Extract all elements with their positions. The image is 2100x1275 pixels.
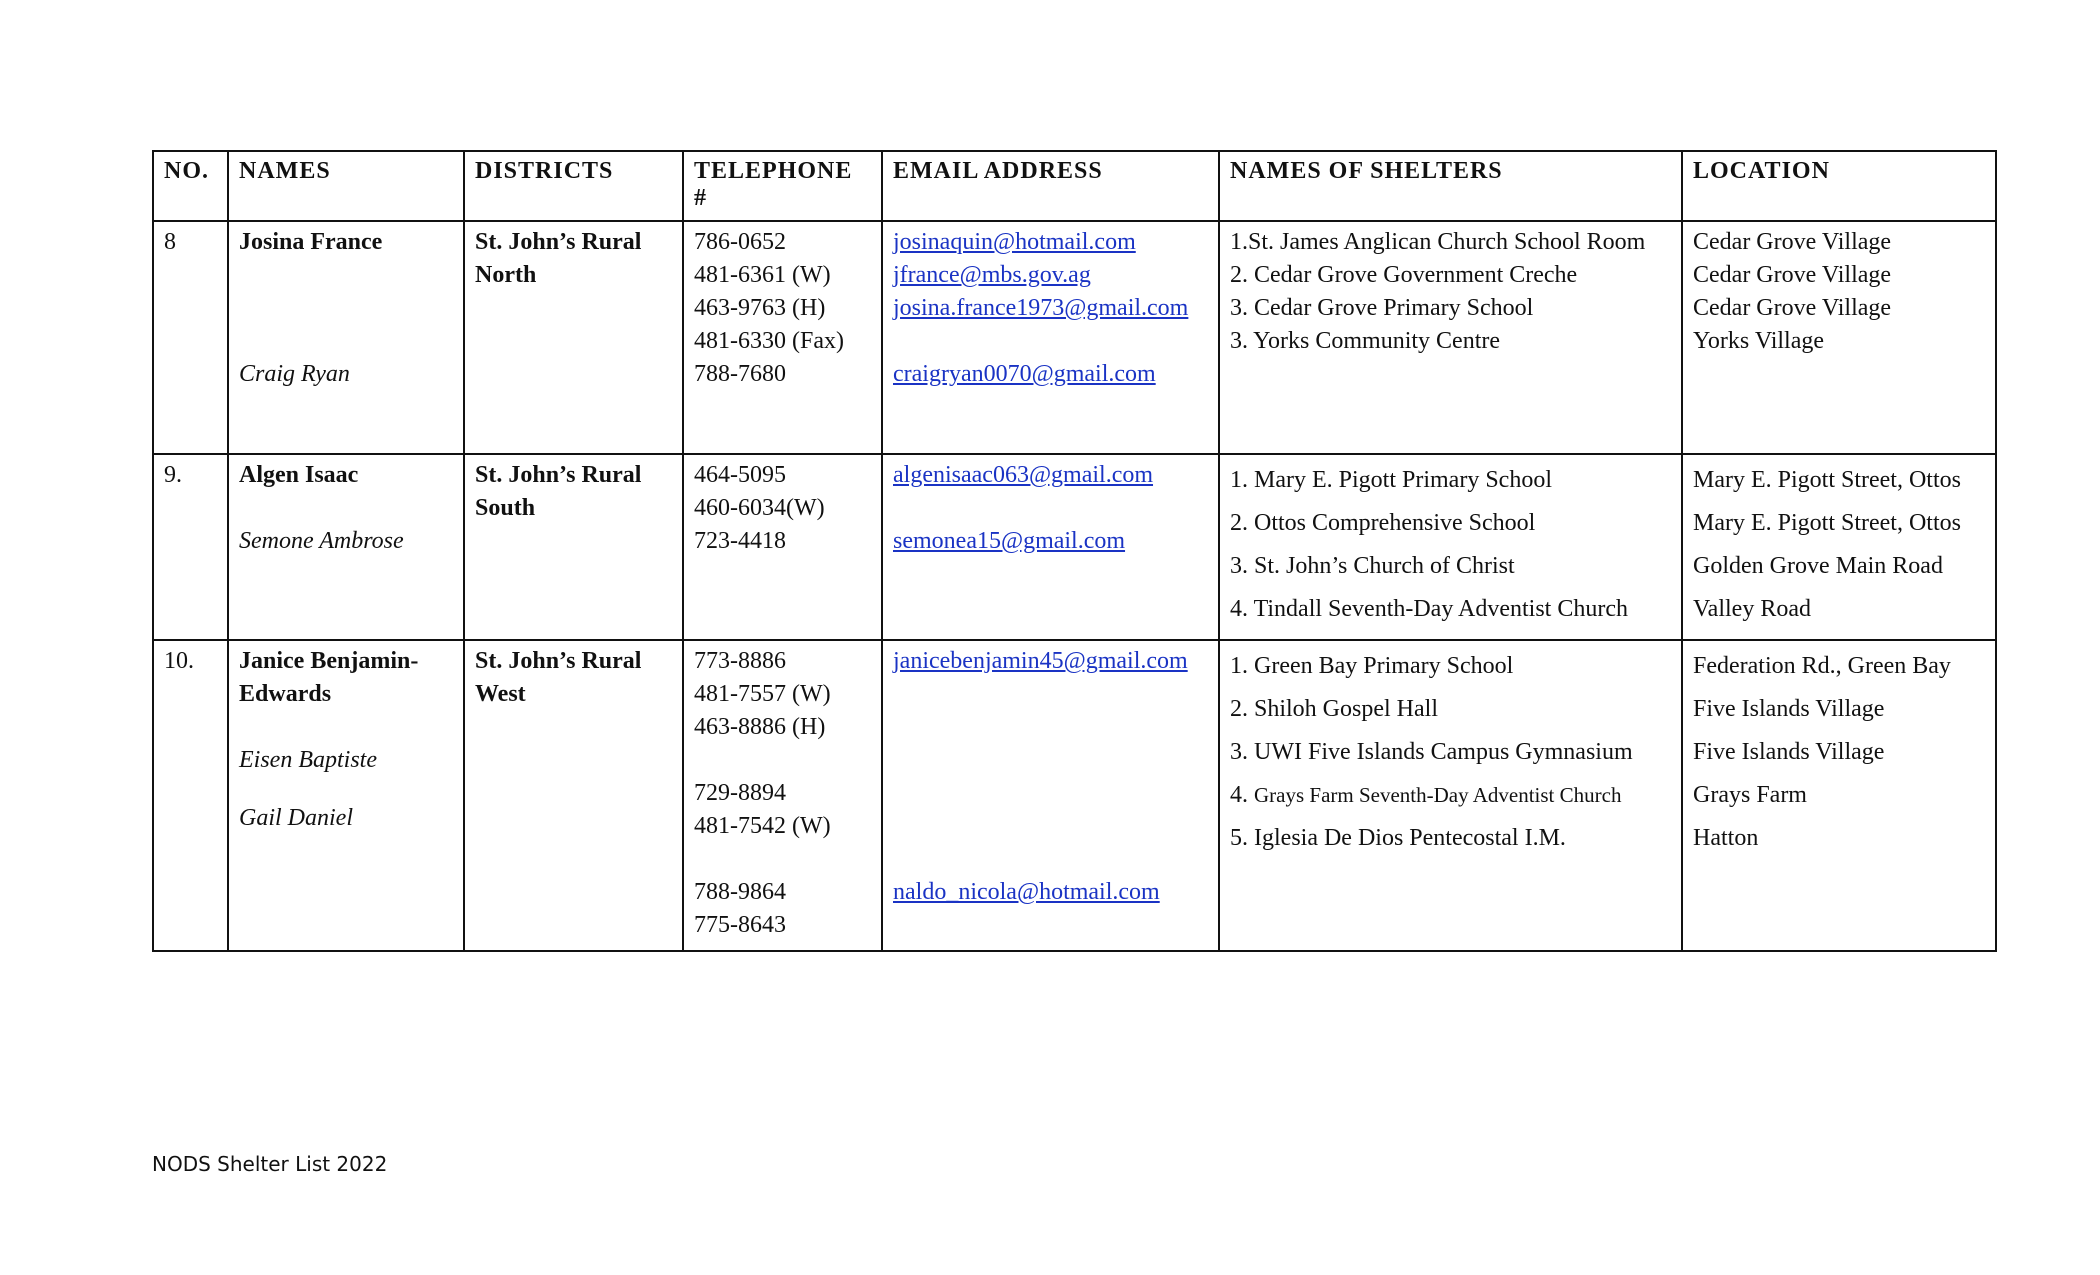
shelters-cell [1219, 454, 1682, 640]
phone-number: 464-5095 [694, 462, 786, 488]
phone-number: 463-9763 (H) [694, 295, 826, 321]
header-no: NO. [153, 151, 228, 221]
shelter-location: Cedar Grove Village [1693, 295, 1892, 321]
row-number: 10. [153, 640, 228, 951]
shelter-name: 3. St. John’s Church of Christ [1230, 553, 1515, 579]
secondary-contact: Gail Daniel [239, 805, 353, 831]
email-link[interactable]: josinaquin@hotmail.com [893, 229, 1136, 255]
primary-contact: Janice Benjamin- [239, 648, 419, 674]
table-row [153, 454, 1996, 640]
email-link[interactable]: janicebenjamin45@gmail.com [893, 648, 1188, 674]
email-link[interactable]: craigryan0070@gmail.com [893, 361, 1156, 387]
shelter-name: 4. Tindall Seventh-Day Adventist Church [1230, 596, 1628, 622]
shelter-name: 1. Mary E. Pigott Primary School [1230, 467, 1552, 493]
phone-number: 481-6361 (W) [694, 262, 831, 288]
district-cell: St. John’s Rural North [464, 221, 683, 454]
header-email: EMAIL ADDRESS [882, 151, 1219, 221]
header-districts: DISTRICTS [464, 151, 683, 221]
phone-number: 723-4418 [694, 528, 786, 554]
shelters-cell [1219, 640, 1682, 951]
names-cell [228, 454, 464, 640]
email-link[interactable]: jfrance@mbs.gov.ag [893, 262, 1091, 288]
table-row [153, 640, 1996, 951]
shelter-location: Valley Road [1693, 596, 1811, 622]
row-number: 8 [153, 221, 228, 454]
location-cell [1682, 221, 1996, 454]
shelter-location: Five Islands Village [1693, 739, 1885, 765]
table-row [153, 221, 1996, 454]
phone-number: 481-6330 (Fax) [694, 328, 844, 354]
email-cell [882, 454, 1219, 640]
shelters-cell [1219, 221, 1682, 454]
shelter-name: 1. Green Bay Primary School [1230, 653, 1514, 679]
shelter-name: 3. UWI Five Islands Campus Gymnasium [1230, 739, 1633, 765]
primary-contact: Josina France [239, 229, 383, 255]
district-cell: St. John’s Rural West [464, 640, 683, 951]
phone-number: 788-9864 [694, 879, 786, 905]
shelter-name: 1.St. James Anglican Church School Room [1230, 229, 1646, 255]
names-cell [228, 640, 464, 951]
shelter-location: Cedar Grove Village [1693, 229, 1892, 255]
shelter-location: Grays Farm [1693, 782, 1807, 808]
shelter-name: 2. Cedar Grove Government Creche [1230, 262, 1578, 288]
email-cell [882, 221, 1219, 454]
shelter-location: Golden Grove Main Road [1693, 553, 1943, 579]
shelter-name: 3. Cedar Grove Primary School [1230, 295, 1534, 321]
phone-number: 788-7680 [694, 361, 786, 387]
shelter-location: Yorks Village [1693, 328, 1825, 354]
phone-number: 773-8886 [694, 648, 786, 674]
telephone-cell [683, 221, 882, 454]
secondary-contact: Eisen Baptiste [239, 747, 377, 773]
shelter-name: 3. Yorks Community Centre [1230, 328, 1501, 354]
phone-number: 481-7557 (W) [694, 681, 831, 707]
shelter-table [152, 150, 1997, 952]
email-cell [882, 640, 1219, 951]
header-names: NAMES [228, 151, 464, 221]
email-link[interactable]: algenisaac063@gmail.com [893, 462, 1154, 488]
secondary-contact: Craig Ryan [239, 361, 350, 387]
email-link[interactable]: naldo_nicola@hotmail.com [893, 879, 1160, 905]
header-telephone: TELEPHONE # [683, 151, 882, 221]
header-row [153, 151, 1996, 221]
names-cell [228, 221, 464, 454]
shelter-location: Mary E. Pigott Street, Ottos [1693, 510, 1961, 536]
district-cell: St. John’s Rural South [464, 454, 683, 640]
phone-number: 481-7542 (W) [694, 813, 831, 839]
secondary-contact: Semone Ambrose [239, 528, 404, 554]
shelter-location: Federation Rd., Green Bay [1693, 653, 1951, 679]
shelter-name: 2. Ottos Comprehensive School [1230, 510, 1536, 536]
email-link[interactable]: josina.france1973@gmail.com [893, 295, 1189, 321]
primary-contact: Algen Isaac [239, 462, 359, 488]
phone-number: 729-8894 [694, 780, 786, 806]
row-number: 9. [153, 454, 228, 640]
location-cell [1682, 640, 1996, 951]
shelter-location: Mary E. Pigott Street, Ottos [1693, 467, 1961, 493]
shelter-location: Five Islands Village [1693, 696, 1885, 722]
phone-number: 463-8886 (H) [694, 714, 826, 740]
header-location: LOCATION [1682, 151, 1996, 221]
location-cell [1682, 454, 1996, 640]
shelter-name: 5. Iglesia De Dios Pentecostal I.M. [1230, 825, 1566, 851]
phone-number: 786-0652 [694, 229, 786, 255]
shelter-location: Hatton [1693, 825, 1759, 851]
primary-contact: Edwards [239, 681, 332, 707]
header-shelters: NAMES OF SHELTERS [1219, 151, 1682, 221]
telephone-cell [683, 640, 882, 951]
telephone-cell [683, 454, 882, 640]
page-footer: NODS Shelter List 2022 [152, 1152, 388, 1176]
shelter-name: 4. Grays Farm Seventh-Day Adventist Church [1230, 782, 1622, 808]
email-link[interactable]: semonea15@gmail.com [893, 528, 1126, 554]
shelter-name: 2. Shiloh Gospel Hall [1230, 696, 1438, 722]
phone-number: 460-6034(W) [694, 495, 825, 521]
phone-number: 775-8643 [694, 912, 786, 938]
shelter-location: Cedar Grove Village [1693, 262, 1892, 288]
